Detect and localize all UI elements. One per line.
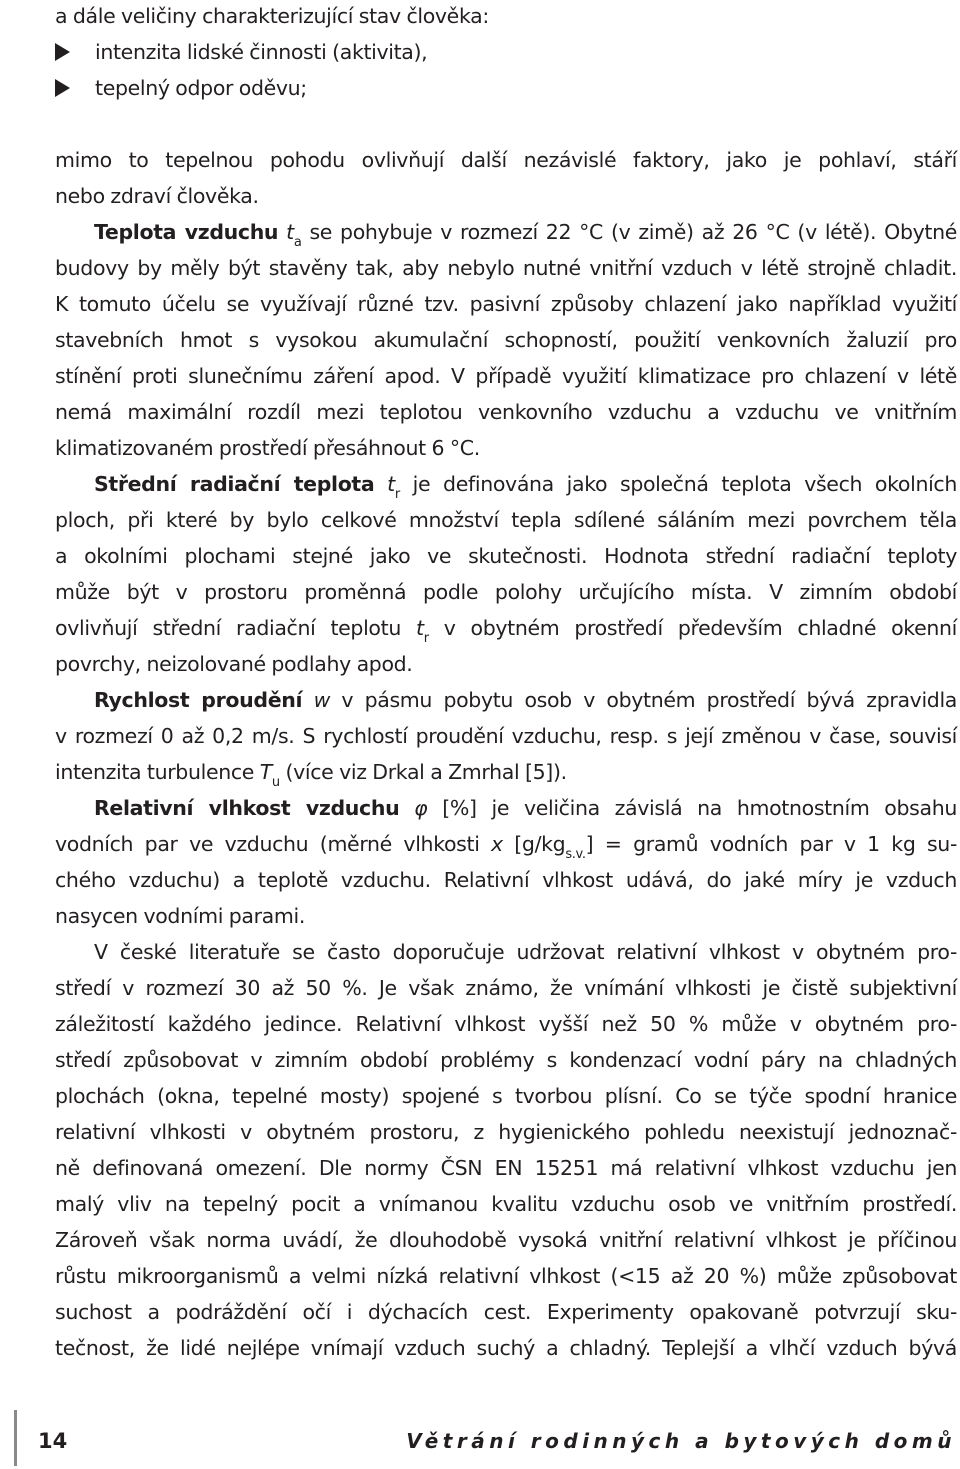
term: Střední radiační teplota — [94, 472, 375, 496]
triangle-bullet-icon — [55, 70, 95, 106]
term: Rychlost proudění — [94, 688, 303, 712]
intro-line: a dále veličiny charakterizující stav člověka: — [55, 4, 489, 28]
paragraph-air-temperature: Teplota vzduchu $t_a$ se pohybuje v rozmezí 22 °C (v zimě) až 26 °C (v létě). Obytné budovy by měly být stavěny tak, aby nebylo nutné vnitřní vzduch v létě strojně chladit. K tomuto účelu se využívají různé tzv. pasivní způsoby chlazení jako například využití stavebních hmot s vysokou akumulační schopností, použití venkovních žaluzií pro stínění proti slunečnímu záření apod. V případě využití klimatizace pro chlazení v létě nemá maximální rozdíl mezi teplotou venkovního vzduchu a vzduchu ve vnitřním klimatizovaném prostředí přesáhnout 6 °C. — [55, 220, 958, 460]
body-text — [55, 0, 957, 1366]
triangle-bullet-icon — [55, 34, 95, 70]
paragraph-humidity-recommendation: V české literatuře se často doporučuje udržovat relativní vlhkost v obytném pro- středí v rozmezí 30 až 50 %. Je však známo, že vnímání vlhkosti je čistě subjektivní záležitostí každého jedince. Relativní vlhkost vyšší než 50 % může v obytném pro- středí způsobovat v zimním období problémy s kondenzací vodní páry na chladných plochách (okna, tepelné mosty) spojené s tvorbou plísní. Co se týče spodní hranice relativní vlhkosti v obytném prostoru, z hygienického pohledu neexistují jednoznač- ně definovaná omezení. Dle normy ČSN EN 15251 má relativní vlhkost vzduchu jen malý vliv na tepelný pocit a vnímanou kvalitu vzduchu osob ve vnitřním prostředí. Zároveň však norma uvádí, že dlouhodobě vysoká vnitřní relativní vlhkost je příčinou růstu mikroorganismů a velmi nízká relativní vlhkost (<15 až 20 %) může způsobovat suchost a podráždění očí i dýchacích cest. Experimenty opakovaně potvrzují sku- tečnost, že lidé nejlépe vnímají vzduch suchý a chladný. Teplejší a vlhčí vzduch bývá — [55, 940, 957, 1360]
footer-divider — [14, 1410, 17, 1466]
paragraph-air-velocity: Rychlost proudění w v pásmu pobytu osob v obytném prostředí bývá zpravidla v rozmezí 0 až 0,2 m/s. S rychlostí proudění vzduchu, resp. s její změnou v čase, souvisí intenzita turbulence $T_u$ (více viz Drkal a Zmrhal [5]). — [55, 688, 958, 790]
page-number: 14 — [38, 1429, 68, 1453]
bullet-item: tepelný odpor oděvu; — [55, 70, 957, 106]
bullet-item: intenzita lidské činnosti (aktivita), — [55, 34, 957, 70]
paragraph-relative-humidity: Relativní vlhkost vzduchu φ [%] je veličina závislá na hmotnostním obsahu vodních par ve vzduchu (měrné vlhkosti x $[g/kg_{s.v.}]$ = gramů vodních par v 1 kg su- chého vzduchu) a teplotě vzduchu. Relativní vlhkost udává, do jaké míry je vzduch nasycen vodními parami. — [55, 796, 957, 928]
term: Teplota vzduchu — [94, 220, 279, 244]
paragraph-radiant-temperature: Střední radiační teplota $t_r$ je definována jako společná teplota všech okolních ploch, při které by bylo celkové množství tepla sdílené sáláním mezi povrchem těla a okolními plochami stejné jako ve skutečnosti. Hodnota střední radiační teploty může být v prostoru proměnná podle polohy určujícího místa. V zimním období ovlivňují střední radiační teplotu $t_r$ v obytném prostředí především chladné okenní povrchy, neizolované podlahy apod. — [55, 472, 957, 676]
spacer — [55, 106, 957, 142]
paragraph: mimo to tepelnou pohodu ovlivňují další nezávislé faktory, jako je pohlaví, stáří nebo zdraví člověka. — [55, 148, 957, 208]
running-footer-title: Větrání rodinných a bytových domů — [406, 1429, 956, 1453]
term: Relativní vlhkost vzduchu — [94, 796, 400, 820]
